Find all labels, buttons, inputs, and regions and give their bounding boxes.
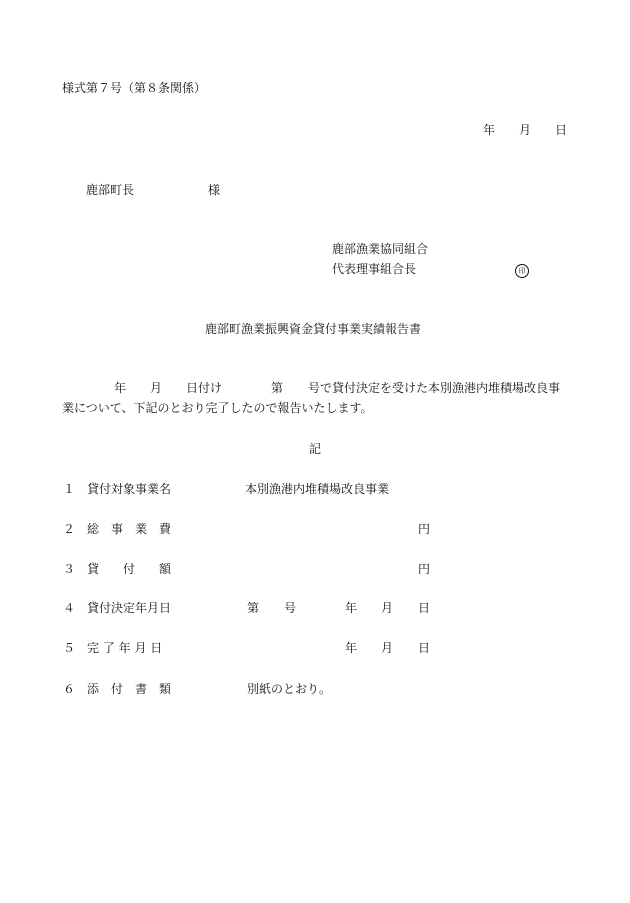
body-month: 月 <box>150 381 163 395</box>
body-line1-rest: 号で貸付決定を受けた本別漁港内堆積場改良事 <box>308 381 561 395</box>
item-label: 貸 付 額 <box>87 562 172 576</box>
item-number: ４ <box>63 601 76 615</box>
item-day: 日 <box>418 601 431 615</box>
seal-mark-icon <box>515 263 529 278</box>
item-label: 貸付対象事業名 <box>87 482 172 496</box>
item-label: 総 事 業 費 <box>87 522 172 536</box>
sender-org: 鹿部漁業協同組合 <box>332 242 429 256</box>
item-number: ２ <box>63 522 76 536</box>
addressee-honorific: 様 <box>208 183 221 197</box>
body-day-dated: 日付け <box>186 381 223 395</box>
item-label: 完 了 年 月 日 <box>87 641 163 655</box>
seal-mark-text: 印 <box>515 264 529 278</box>
item-number: ５ <box>63 641 76 655</box>
body-dai: 第 <box>271 381 284 395</box>
item-number: １ <box>63 482 76 496</box>
item-unit: 円 <box>418 522 431 536</box>
item-month: 月 <box>381 601 394 615</box>
date-month-label: 月 <box>519 123 532 137</box>
document-title: 鹿部町漁業振興資金貸付事業実績報告書 <box>205 322 422 336</box>
form-number: 様式第７号（第８条関係） <box>62 81 207 95</box>
item-value: 別紙のとおり。 <box>247 682 332 696</box>
date-year-label: 年 <box>483 123 496 137</box>
item-number: ６ <box>63 682 76 696</box>
item-label: 添 付 書 類 <box>87 682 172 696</box>
item-value: 本別漁港内堆積場改良事業 <box>245 482 390 496</box>
body-year: 年 <box>114 381 127 395</box>
item-number: ３ <box>63 562 76 576</box>
item-unit: 円 <box>418 562 431 576</box>
ki-heading: 記 <box>309 442 322 456</box>
item-dai: 第 <box>247 601 260 615</box>
sender-representative: 代表理事組合長 <box>332 262 417 276</box>
date-day-label: 日 <box>555 123 568 137</box>
body-line2: 業について、下記のとおり完了したので報告いたします。 <box>62 401 373 415</box>
addressee-name: 鹿部町長 <box>86 183 135 197</box>
item-month: 月 <box>381 641 394 655</box>
item-year: 年 <box>345 601 358 615</box>
item-day: 日 <box>418 641 431 655</box>
item-label: 貸付決定年月日 <box>87 601 172 615</box>
item-go: 号 <box>284 601 297 615</box>
item-year: 年 <box>345 641 358 655</box>
